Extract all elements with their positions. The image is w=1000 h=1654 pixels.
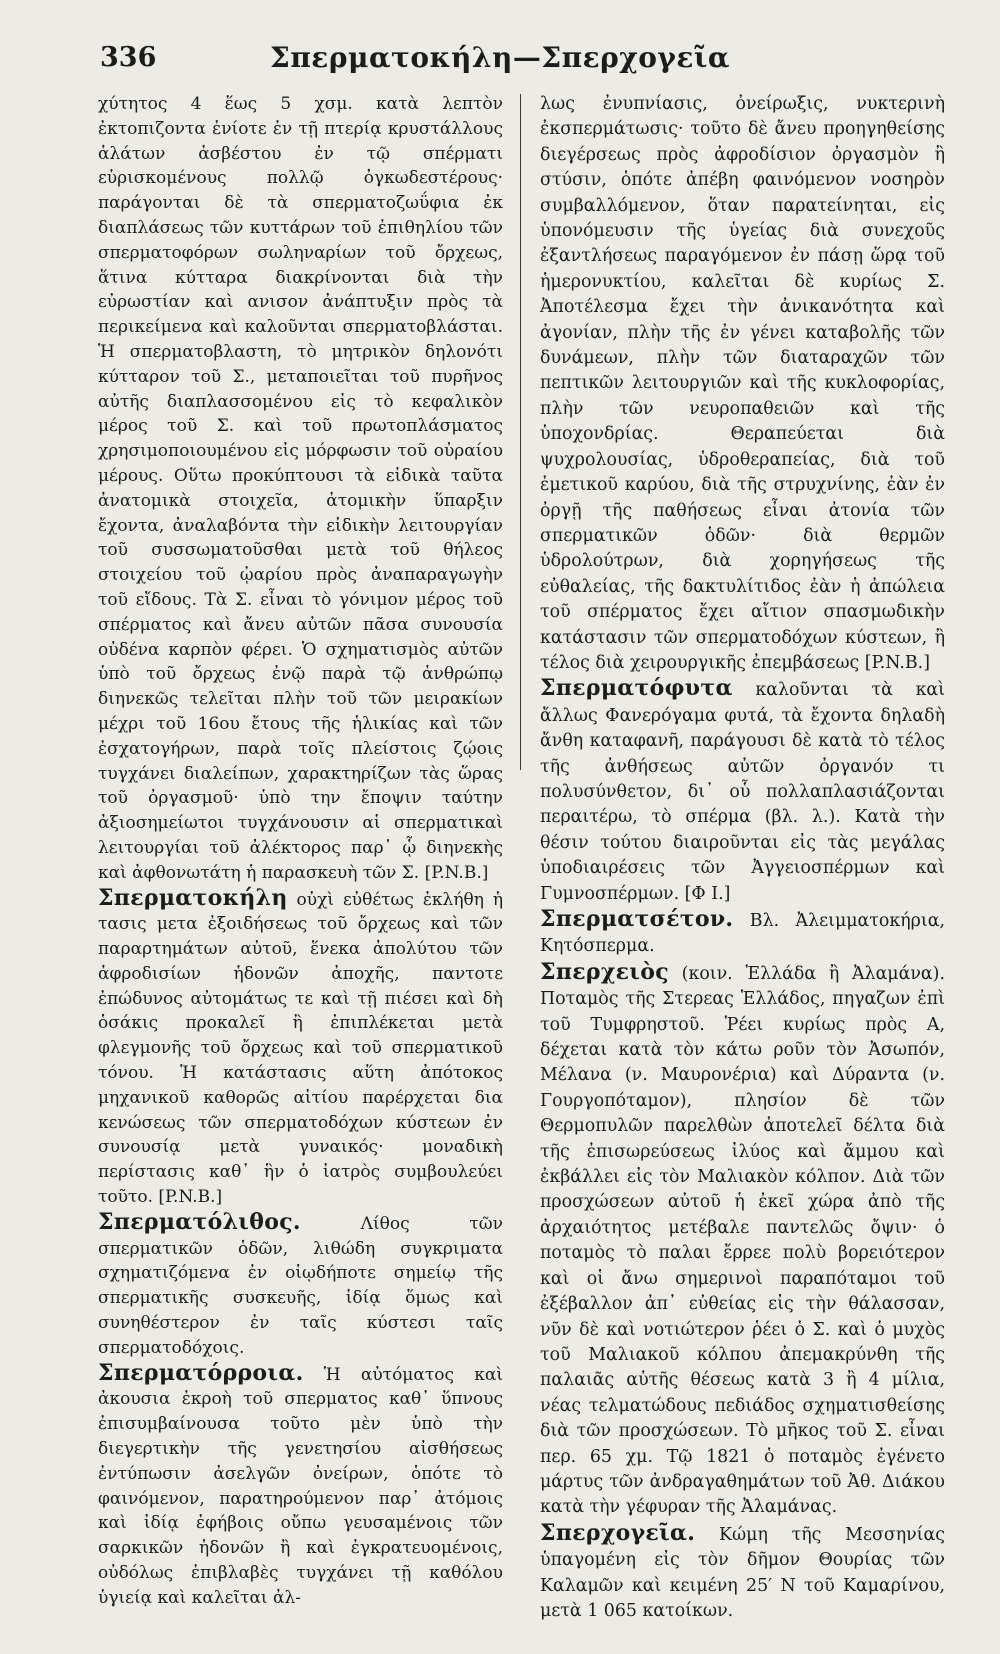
running-head: Σπερματοκήλη—Σπερχογεῖα [270, 41, 730, 74]
entry-text: Ἡ αὐτόματος καὶ ἀκουσια ἐκροὴ τοῦ σπερματος καθ᾽ ὕπνους ἐπισυμβαίνουσα τοῦτο μὲν ὑπὸ τὴν διεγερτικὴν τῆς γενετησίου αἰσθήσεως ἐντύπωσιν ἀσελγῶν ὀνείρων, ὁπότε τὸ φαινόμενον, παρατηρούμενον παρ᾽ ἀτόμοις καὶ ἰδίᾳ ἐφήβοις οὔπω γευσαμένοις τῶν σαρκικῶν ἡδονῶν ἢ καὶ ἐγκρατευομένοις, οὐδόλως ἐπιβλαβὲς τυγχάνει τῇ καθόλου ὑγιείᾳ καὶ καλεῖται ἀλ- [98, 1364, 503, 1608]
entry-spermatofyta [540, 676, 945, 907]
entry-text: Βλ. Ἀλειμματοκήρια, Κητόσπερμα. [540, 911, 945, 957]
entry-spermatolithos [98, 1210, 503, 1361]
entry-text: (κοιν. Ἑλλάδα ἢ Ἀλαμάνα). Ποταμὸς τῆς Στερεας Ἑλλάδος, πηγαζων ἐπὶ τοῦ Τυμφρηστοῦ. Ῥέει κυρίως πρὸς Α, δέχεται κατὰ τὸν κάτω ροῦν τὸν Ἀσωπόν, Μέλανα (ν. Μαυρονέρια) καὶ Δύραντα (ν. Γουργοπόταμον), πλησίον δὲ τῶν Θερμοπυλῶν παρελθὼν ἀποτελεῖ δέλτα διὰ τῆς ἐπισωρεύσεως ἰλύος καὶ ἄμμου καὶ ἐκβάλλει εἰς τὸν Μαλιακὸν κόλπον. Διὰ τῶν προσχώσεων αὐτοῦ ἡ ἐκεῖ χώρα ἀπὸ τῆς ἀρχαιότητος μετέβαλε παντελῶς ὄψιν· ὁ ποταμὸς τὸ παλαι ἔρρεε πολὺ βορειότερον καὶ οἱ ἄνω σημερινοὶ παραπόταμοι τοῦ ἐξέβαλλον ἀπ᾽ εὐθείας εἰς τὴν θάλασσαν, νῦν δὲ καὶ νοτιώτερον ῥέει ὁ Σ. καὶ ὁ μυχὸς τοῦ Μαλιακοῦ κόλπου ἀπεμακρύνθη τῆς παλαιᾶς αὐτῆς θέσεως κατὰ 3 ἢ 4 μίλια, νέας τελματώδους πεδιάδος σχηματισθείσης διὰ τῶν προσχώσεων. Τὸ μῆκος τοῦ Σ. εἶναι περ. 65 χμ. Τῷ 1821 ὁ ποταμὸς ἐγένετο μάρτυς τῶν ἀνδραγαθημάτων τοῦ Ἀθ. Διάκου κατὰ τὴν γέφυραν τῆς Ἀλαμάνας. [540, 963, 945, 1518]
entry-headword: Σπερματοκήλη [98, 884, 288, 911]
entry-spermatokili [98, 886, 503, 1210]
page-header [0, 38, 1000, 78]
entry-sperchogeia [540, 1521, 945, 1625]
entry-text: Κώμη τῆς Μεσσηνίας ὑπαγομένη εἰς τὸν δῆμον Θουρίας τῶν Καλαμῶν καὶ κειμένη 25′ Ν τοῦ Καμαρίνου, μετὰ 1 065 κατοίκων. [540, 1524, 945, 1621]
entry-text: οὐχὶ εὐθέτως ἐκλήθη ἡ τασις μετα ἐξοιδήσεως τοῦ ὄρχεως καὶ τῶν παραρτημάτων αὐτοῦ, ἕνεκα ἀπολύτου τῶν ἀφροδισίων ἡδονῶν ἀποχῆς, παντοτε ἐπώδυνος αὐτομάτως τε καὶ τῇ πιέσει καὶ δὴ ὁσάκις προκαλεῖ ἢ ἐπιπλέκεται μετὰ φλεγμονῆς τοῦ ὄρχεως καὶ τοῦ σπερματικοῦ τόνου. Ἡ κατάστασις αὕτη ἀπότοκος μηχανικοῦ καθορῶς αἰτίου παρέρχεται δια κενώσεως τῶν σπερματοδόχων κύστεων ἐν συνουσίᾳ μετὰ γυναικός· μοναδικὴ περίστασις καθ᾽ ἣν ὁ ἰατρὸς συμβουλεύει τοῦτο. [P.N.B.] [98, 889, 503, 1208]
entry-text: καλοῦνται τὰ καὶ ἄλλως Φανερόγαμα φυτά, τὰ ἔχοντα δηλαδὴ ἄνθη καταφανῆ, παράγουσι δὲ κατὰ τὸ τέλος τῆς ἀνθήσεως αὐτῶν ὀργανόν τι πολυσύνθετον, δι᾽ οὗ πολλαπλασιάζονται περαιτέρω, τὸ σπέρμα (βλ. λ.). Κατὰ τὴν θέσιν τούτου διαιροῦνται εἰς τὰς μεγάλας ὑποδιαιρέσεις τῶν Ἀγγειοσπέρμων καὶ Γυμνοσπέρμων. [Φ Ι.] [540, 680, 945, 904]
entry-headword: Σπερματόφυτα [540, 675, 733, 702]
entry-text: λως ἐνυπνίασις, ὀνείρωξις, νυκτερινὴ ἐκσπερμάτωσις· τοῦτο δὲ ἄνευ προηγηθείσης διεγέρσεως πρὸς ἀφροδίσιον ὀργασμὸν ἢ στύσιν, ὁπότε ἀπέβη φαινόμενον νοσηρὸν συμβαλλόμενον, ὅταν παρατείνηται, εἰς ὑπονόμευσιν τῆς ὑγείας διὰ συνεχοῦς ἐξαντλήσεως παραγόμενον ἐν πάσῃ ὥρᾳ τοῦ ἡμερονυκτίου, καλεῖται δὲ κυρίως Σ. Ἀποτέλεσμα ἔχει τὴν ἀνικανότητα καὶ ἀγονίαν, πλὴν τῆς ἐν γένει καταβολῆς τῶν δυνάμεων, πλὴν τῶν διαταραχῶν τῶν πεπτικῶν λειτουργιῶν καὶ τῆς κυκλοφορίας, πλὴν τῶν νευροπαθειῶν καὶ τῆς ὑποχονδρίας. Θεραπεύεται διὰ ψυχρολουσίας, ὑδροθεραπείας, διὰ τοῦ ἐμετικοῦ καρύου, διὰ τῆς στρυχνίνης, ἐὰν ἐν ὀργῇ τῆς παθήσεως εἶναι ἀτονία τῶν σπερματικῶν ὁδῶν· διὰ θερμῶν ὑδρολούτρων, διὰ χορηγήσεως τῆς εὐθαλείας, τῆς δακτυλίτιδος ἐὰν ἡ ἀπώλεια τοῦ σπέρματος ἔχει αἴτιον σπασμωδικὴν κατάστασιν τῶν σπερματοδόχων κύστεων, ἢ τέλος διὰ χειρουργικῆς ἐπεμβάσεως [P.N.B.] [540, 94, 945, 673]
entry-headword: Σπερματόλιθος. [98, 1208, 301, 1235]
entry-continuation [98, 92, 503, 886]
entry-spermatorroia [98, 1361, 503, 1611]
entry-text: Λίθος τῶν σπερματικῶν ὁδῶν, λιθώδη συγκριματα σχηματιζόμενα ἐν οἱῳδήποτε σημείῳ τῆς σπερματικῆς συσκευῆς, ἰδίᾳ ὅμως καὶ συνηθέστερον ἐν ταῖς κύστεσι ταῖς σπερματοδόχοις. [98, 1213, 503, 1358]
entry-headword: Σπερματσέτον. [540, 906, 734, 932]
entry-spermatseton [540, 907, 945, 960]
entry-headword: Σπερχογεῖα. [540, 1519, 696, 1546]
entry-continuation [540, 92, 945, 676]
entry-text: χύτητος 4 ἕως 5 χσμ. κατὰ λεπτὸν ἐκτοπιζοντα ἐνίοτε ἐν τῇ πτερίᾳ κρυστάλλους ἁλάτων ἀσβέστου ἐν τῷ σπέρματι εὑρισκομένους πολλῷ ὀγκωδεστέρους· παράγονται δὲ τὰ σπερματοζωΰφια ἐκ διαπλάσεως τῶν κυττάρων τοῦ ἐπιθηλίου τῶν σπερματοφόρων σωληναρίων τοῦ ὄρχεως, ἅτινα κύτταρα διακρίνονται διὰ τὴν εὐρωστίαν καὶ ανισον ἀνάπτυξιν πρὸς τὰ περικείμενα καὶ καλοῦνται σπερματοβλάσται. Ἡ σπερματοβλαστη, τὸ μητρικὸν δηλονότι κύτταρον τοῦ Σ., μεταποιεῖται τοῦ πυρῆνος αὐτῆς διαπλασσομένου εἰς τὸ κεφαλικὸν μέρος τοῦ Σ. καὶ τοῦ πρωτοπλάσματος χρησιμοποιουμένου εἰς μόρφωσιν τοῦ οὐραίου μέρους. Οὕτω προκύπτουσι τὰ εἰδικὰ ταῦτα ἀνατομικὰ στοιχεῖα, ἀτομικὴν ὕπαρξιν ἔχοντα, ἀναλαβόντα τὴν εἰδικὴν λειτουργίαν τοῦ συσσωματοῦσθαι μετὰ τοῦ θήλεος στοιχείου τοῦ ᾠαρίου πρὸς ἀναπαραγωγὴν τοῦ εἴδους. Τὰ Σ. εἶναι τὸ γόνιμον μέρος τοῦ σπέρματος καὶ ἄνευ αὐτῶν πᾶσα συνουσία οὐδένα καρπὸν φέρει. Ὁ σχηματισμὸς αὐτῶν ὑπὸ τοῦ ὄρχεως ἐνῷ παρὰ τῷ ἀνθρώπῳ διηνεκῶς τελεῖται πλὴν τοῦ τῶν μειρακίων μέχρι τοῦ 16ου ἔτους τῆς ἡλικίας καὶ τῶν ἐσχατογήρων, παρὰ τοῖς πλείστοις ζῴοις τυγχάνει διαλείπων, χαρακτηρίζων τὰς ὥρας τοῦ ὀργασμοῦ· ὑπὸ την ἔποψιν ταύτην ἀξιοσημείωτοι τυγχάνουσιν αἱ σπερματικαὶ λειτουργίαι τοῦ ἀλέκτορος παρ᾽ ᾧ διηνεκὴς καὶ ἀφθονωτάτη ἡ παρασκευὴ τῶν Σ. [P.N.B.] [98, 94, 503, 883]
entry-headword: Σπερχειὸς [540, 958, 669, 985]
entry-headword: Σπερματόρροια. [98, 1359, 304, 1386]
page-number: 336 [100, 42, 157, 73]
right-column [540, 92, 945, 1624]
left-column [98, 92, 503, 1611]
entry-spercheios [540, 960, 945, 1521]
column-divider [520, 94, 521, 770]
